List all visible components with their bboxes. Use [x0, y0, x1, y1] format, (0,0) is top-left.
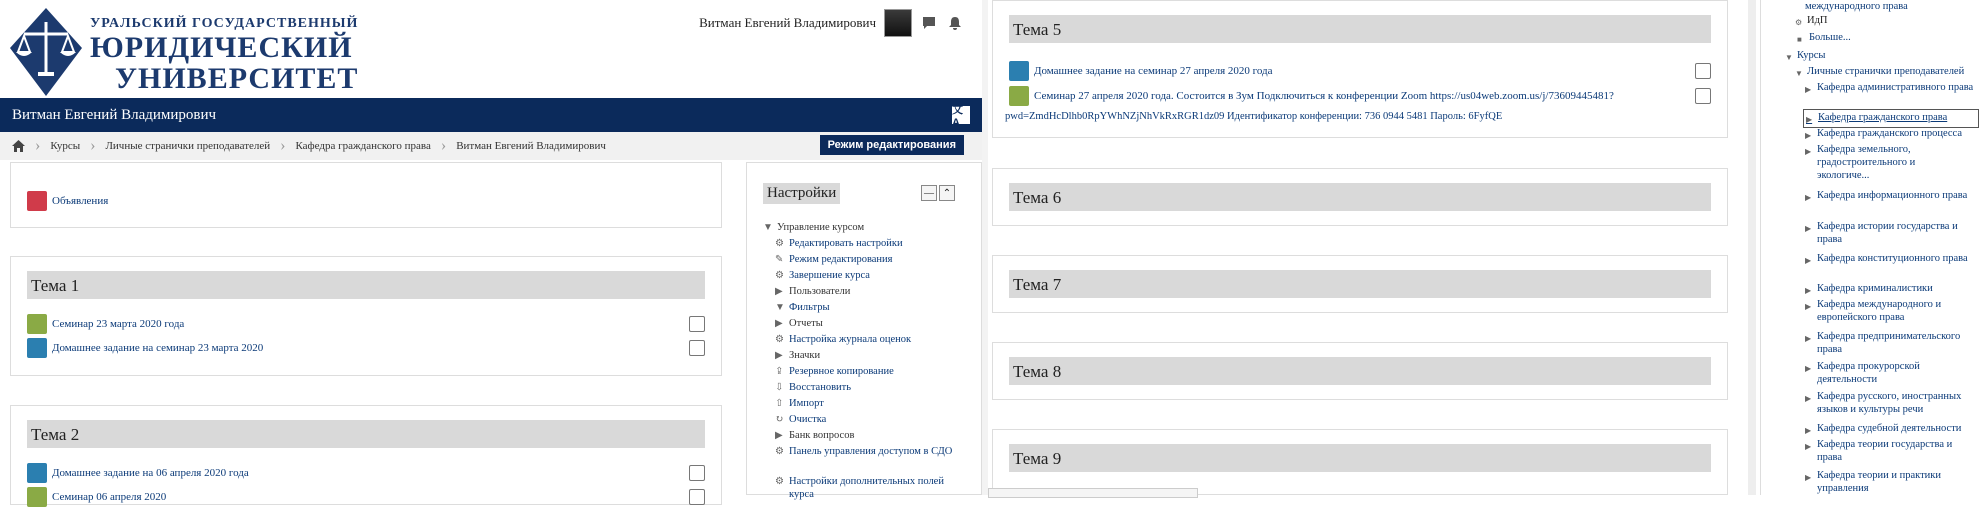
nav-label[interactable]: Личные странички преподавателей [1807, 66, 1965, 77]
activity-item[interactable] [1009, 86, 1711, 106]
nav-item-department[interactable] [1805, 469, 1975, 495]
triangle-down-icon: ▼ [1785, 53, 1793, 62]
forum-icon [27, 314, 47, 334]
topic-title: Тема 8 [1009, 357, 1711, 385]
navigation-block [1760, 0, 1982, 495]
triangle-right-icon: ▶ [1806, 115, 1813, 124]
triangle-right-icon: ▶ [1805, 473, 1812, 482]
nav-label[interactable]: Кафедра прокурорской деятельности [1817, 361, 1920, 385]
topic-title: Тема 9 [1009, 444, 1711, 472]
triangle-right-icon: ▶ [1805, 286, 1812, 295]
activity-label[interactable]: Объявления [52, 195, 109, 207]
topic-title: Тема 5 [1009, 15, 1711, 43]
topic-section-1 [10, 256, 722, 376]
collapse-icon[interactable]: ⌃ [939, 185, 955, 201]
nav-item-department[interactable] [1805, 330, 1975, 356]
nav-item-department[interactable] [1805, 298, 1975, 324]
activity-label[interactable]: Домашнее задание на семинар 23 марта 2020 [52, 342, 264, 354]
course-admin-group[interactable] [763, 221, 864, 234]
triangle-right-icon: ▶ [775, 430, 783, 441]
bell-icon[interactable] [946, 14, 964, 32]
completion-checkbox[interactable] [1695, 63, 1711, 79]
settings-item[interactable] [775, 475, 965, 501]
topic-title: Тема 6 [1009, 183, 1711, 211]
nav-label[interactable]: Кафедра земельного, градостроительного и экологиче... [1817, 144, 1916, 181]
home-icon[interactable] [12, 140, 25, 152]
nav-label[interactable]: Кафедра теории и практики управления [1817, 470, 1942, 494]
group-label[interactable]: Управление курсом [777, 222, 865, 233]
completion-checkbox[interactable] [689, 316, 705, 332]
settings-item-label[interactable]: Пользователи [789, 286, 851, 297]
gear-icon: ⚙ [775, 238, 784, 249]
nav-label[interactable]: Кафедра информационного права [1817, 190, 1968, 201]
nav-label[interactable]: Кафедра конституционного права [1817, 253, 1968, 264]
nav-item-department[interactable] [1805, 252, 1975, 267]
topic-title: Тема 7 [1009, 270, 1711, 298]
nav-label[interactable]: Кафедра истории государства и права [1817, 221, 1958, 245]
breadcrumb-separator: › [440, 137, 447, 154]
dock-icon[interactable]: — [921, 185, 937, 201]
settings-block [746, 162, 982, 500]
nav-label[interactable]: Кафедра гражданского процесса [1817, 128, 1962, 139]
logo-line-2: ЮРИДИЧЕСКИЙ [90, 31, 353, 64]
settings-item-label[interactable]: Банк вопросов [789, 430, 855, 441]
activity-item[interactable] [27, 338, 705, 358]
settings-item-label[interactable]: Очистка [789, 414, 827, 425]
topic-section-7 [992, 255, 1728, 313]
settings-item[interactable] [775, 381, 851, 394]
settings-item-label[interactable]: Значки [789, 350, 821, 361]
triangle-right-icon: ▶ [775, 318, 783, 329]
nav-label[interactable]: Кафедра предпринимательского права [1817, 331, 1961, 355]
assignment-icon [27, 338, 47, 358]
nav-label[interactable]: Кафедра гражданского права [1818, 112, 1948, 123]
triangle-right-icon: ▶ [1805, 394, 1812, 403]
settings-item-label[interactable]: Фильтры [789, 302, 830, 313]
settings-item[interactable] [775, 285, 850, 298]
filter-icon: ▼ [775, 302, 785, 313]
topic-section-9 [992, 429, 1728, 495]
activity-label[interactable]: Домашнее задание на семинар 27 апреля 2020 года [1034, 65, 1273, 77]
restore-icon: ⇩ [775, 382, 784, 393]
topic-section-8 [992, 342, 1728, 400]
forum-icon [27, 487, 47, 507]
triangle-right-icon: ▶ [1805, 147, 1812, 156]
activity-item[interactable] [1009, 61, 1711, 81]
nav-label[interactable]: Кафедра криминалистики [1817, 283, 1933, 294]
settings-title: Настройки [763, 183, 840, 204]
activity-item[interactable] [27, 463, 705, 483]
activity-announcements[interactable] [27, 191, 705, 211]
breadcrumb-personal-pages[interactable]: Личные странички преподавателей [105, 140, 271, 152]
breadcrumb-separator: › [280, 137, 286, 154]
settings-item-label[interactable]: Импорт [789, 398, 824, 409]
zoom-details-text[interactable]: pwd=ZmdHcDlhb0RpYWhNZjNhVkRxRGR1dz09 Идентификатор конференции: 736 0944 5481 Пароль: 6FyfQE [1005, 111, 1503, 122]
nav-item-department[interactable] [1805, 189, 1975, 204]
course-title: Витман Евгений Владимирович [12, 106, 217, 123]
triangle-right-icon: ▶ [1805, 442, 1812, 451]
triangle-right-icon: ▶ [1805, 85, 1812, 94]
gear-icon: ⚙ [1795, 18, 1803, 27]
nav-label[interactable]: Кафедра теории государства и права [1817, 439, 1953, 463]
triangle-right-icon: ▶ [1805, 334, 1812, 343]
activity-item[interactable] [27, 314, 705, 334]
nav-item-department[interactable] [1805, 422, 1975, 437]
triangle-right-icon: ▶ [1805, 224, 1812, 233]
breadcrumb-separator: › [35, 137, 41, 154]
nav-label[interactable]: Больше... [1809, 32, 1851, 43]
gear-icon: ⚙ [775, 446, 784, 457]
completion-checkbox[interactable] [689, 340, 705, 356]
settings-item[interactable] [775, 269, 870, 282]
nav-label[interactable]: Курсы [1797, 50, 1826, 61]
user-name[interactable]: Витман Евгений Владимирович [699, 15, 876, 30]
settings-item-label[interactable]: Отчеты [789, 318, 823, 329]
topic-section-2 [10, 405, 722, 505]
right-panel-scrollbar[interactable] [1748, 0, 1756, 495]
nav-label[interactable]: Кафедра русского, иностранных языков и культуры речи [1817, 391, 1962, 415]
activity-label[interactable]: Домашнее задание на 06 апреля 2020 года [52, 467, 249, 479]
completion-checkbox[interactable] [1695, 88, 1711, 104]
nav-item-department[interactable] [1805, 282, 1975, 297]
nav-item-department[interactable] [1805, 390, 1975, 416]
user-menu[interactable] [699, 8, 964, 38]
breadcrumb-separator: › [90, 137, 96, 154]
breadcrumb-courses[interactable]: Курсы [50, 140, 81, 152]
pencil-icon: ✎ [775, 254, 784, 265]
nav-item-department[interactable] [1805, 438, 1975, 464]
settings-item[interactable] [775, 397, 824, 410]
settings-item-label[interactable]: Резервное копирование [789, 366, 894, 377]
settings-item[interactable] [775, 429, 854, 442]
settings-item[interactable] [775, 349, 820, 362]
import-icon: ⇧ [775, 398, 784, 409]
scales-emblem-icon [10, 8, 82, 96]
refresh-icon: ↻ [775, 414, 784, 425]
nav-label[interactable]: Кафедра судебной деятельности [1817, 423, 1962, 434]
general-section [10, 162, 722, 228]
nav-label[interactable]: Кафедра международного и европейского права [1817, 299, 1942, 323]
nav-item-partial[interactable] [1805, 0, 1908, 13]
triangle-right-icon: ▶ [1805, 364, 1812, 373]
nav-item-courses[interactable] [1785, 49, 1825, 64]
university-logo[interactable] [10, 8, 359, 96]
nav-item-idp[interactable] [1795, 14, 1828, 29]
messages-icon[interactable] [920, 14, 938, 32]
breadcrumb-current[interactable]: Витман Евгений Владимирович [456, 140, 606, 152]
nav-item-department[interactable] [1805, 360, 1975, 386]
settings-item[interactable] [775, 237, 903, 250]
logo-line-1: УРАЛЬСКИЙ ГОСУДАРСТВЕННЫЙ [90, 16, 359, 31]
triangle-down-icon: ▼ [1795, 69, 1803, 78]
nav-item-personal-pages[interactable] [1795, 65, 1964, 80]
nav-item-department[interactable] [1805, 127, 1975, 142]
triangle-right-icon: ▶ [1805, 426, 1812, 435]
edit-mode-button[interactable]: Режим редактирования [820, 135, 964, 155]
course-header-bar [0, 98, 982, 132]
gear-icon: ⚙ [775, 334, 784, 345]
settings-item[interactable] [775, 413, 826, 426]
settings-item[interactable] [775, 317, 823, 330]
completion-checkbox[interactable] [689, 489, 705, 505]
completion-checkbox[interactable] [689, 465, 705, 481]
settings-item-label[interactable]: Панель управления доступом в СДО [789, 446, 953, 457]
bullet-icon: ■ [1797, 35, 1802, 44]
nav-item-more[interactable] [1797, 31, 1851, 46]
activity-label[interactable]: Семинар 06 апреля 2020 [52, 491, 167, 503]
logo-line-3: УНИВЕРСИТЕТ [115, 62, 359, 95]
upload-icon: ⇪ [775, 366, 784, 377]
breadcrumb-civil-law[interactable]: Кафедра гражданского права [295, 140, 431, 152]
gear-icon: ⚙ [775, 270, 784, 281]
activity-label[interactable]: Семинар 27 апреля 2020 года. Состоится в Зум Подключиться к конференции Zoom https://us04web.zoom.us/j/73609445481? [1034, 90, 1614, 102]
triangle-right-icon: ▶ [1805, 302, 1812, 311]
avatar[interactable] [884, 9, 912, 37]
triangle-right-icon: ▶ [775, 350, 783, 361]
settings-item[interactable] [775, 333, 911, 346]
triangle-right-icon: ▶ [1805, 131, 1812, 140]
settings-item-label[interactable]: Редактировать настройки [789, 238, 903, 249]
topic-title: Тема 2 [27, 420, 705, 448]
settings-item-label[interactable]: Настройки дополнительных полей курса [789, 476, 944, 500]
language-icon[interactable]: 文A [952, 106, 970, 124]
triangle-right-icon: ▶ [1805, 193, 1812, 202]
nav-item-department[interactable] [1805, 220, 1975, 246]
settings-item-label[interactable]: Завершение курса [789, 270, 870, 281]
topic-section-5 [992, 0, 1728, 138]
settings-item-label[interactable]: Настройка журнала оценок [789, 334, 912, 345]
nav-item-department-selected[interactable] [1803, 109, 1979, 128]
status-bar-tooltip [988, 488, 1198, 498]
triangle-down-icon: ▼ [763, 222, 773, 233]
assignment-icon [1009, 61, 1029, 81]
topic-section-6 [992, 168, 1728, 226]
activity-label[interactable]: Семинар 23 марта 2020 года [52, 318, 185, 330]
assignment-icon [27, 463, 47, 483]
settings-item[interactable] [775, 445, 965, 458]
forum-icon [1009, 86, 1029, 106]
topic-title: Тема 1 [27, 271, 705, 299]
left-browser-panel [0, 0, 982, 503]
activity-item[interactable] [27, 487, 705, 507]
nav-item-department[interactable] [1805, 81, 1975, 96]
announcements-icon [27, 191, 47, 211]
settings-item-label[interactable]: Режим редактирования [789, 254, 893, 265]
nav-item-department[interactable] [1805, 143, 1955, 182]
settings-item[interactable] [775, 301, 830, 314]
settings-item[interactable] [775, 253, 893, 266]
triangle-right-icon: ▶ [775, 286, 783, 297]
right-browser-panel [988, 0, 1982, 495]
nav-label[interactable]: Кафедра административного права [1817, 82, 1974, 93]
nav-label[interactable]: международного права [1805, 1, 1908, 12]
gear-icon: ⚙ [775, 476, 784, 487]
triangle-right-icon: ▶ [1805, 256, 1812, 265]
settings-item-label[interactable]: Восстановить [789, 382, 852, 393]
settings-item[interactable] [775, 365, 894, 378]
nav-label[interactable]: ИдП [1807, 15, 1828, 26]
